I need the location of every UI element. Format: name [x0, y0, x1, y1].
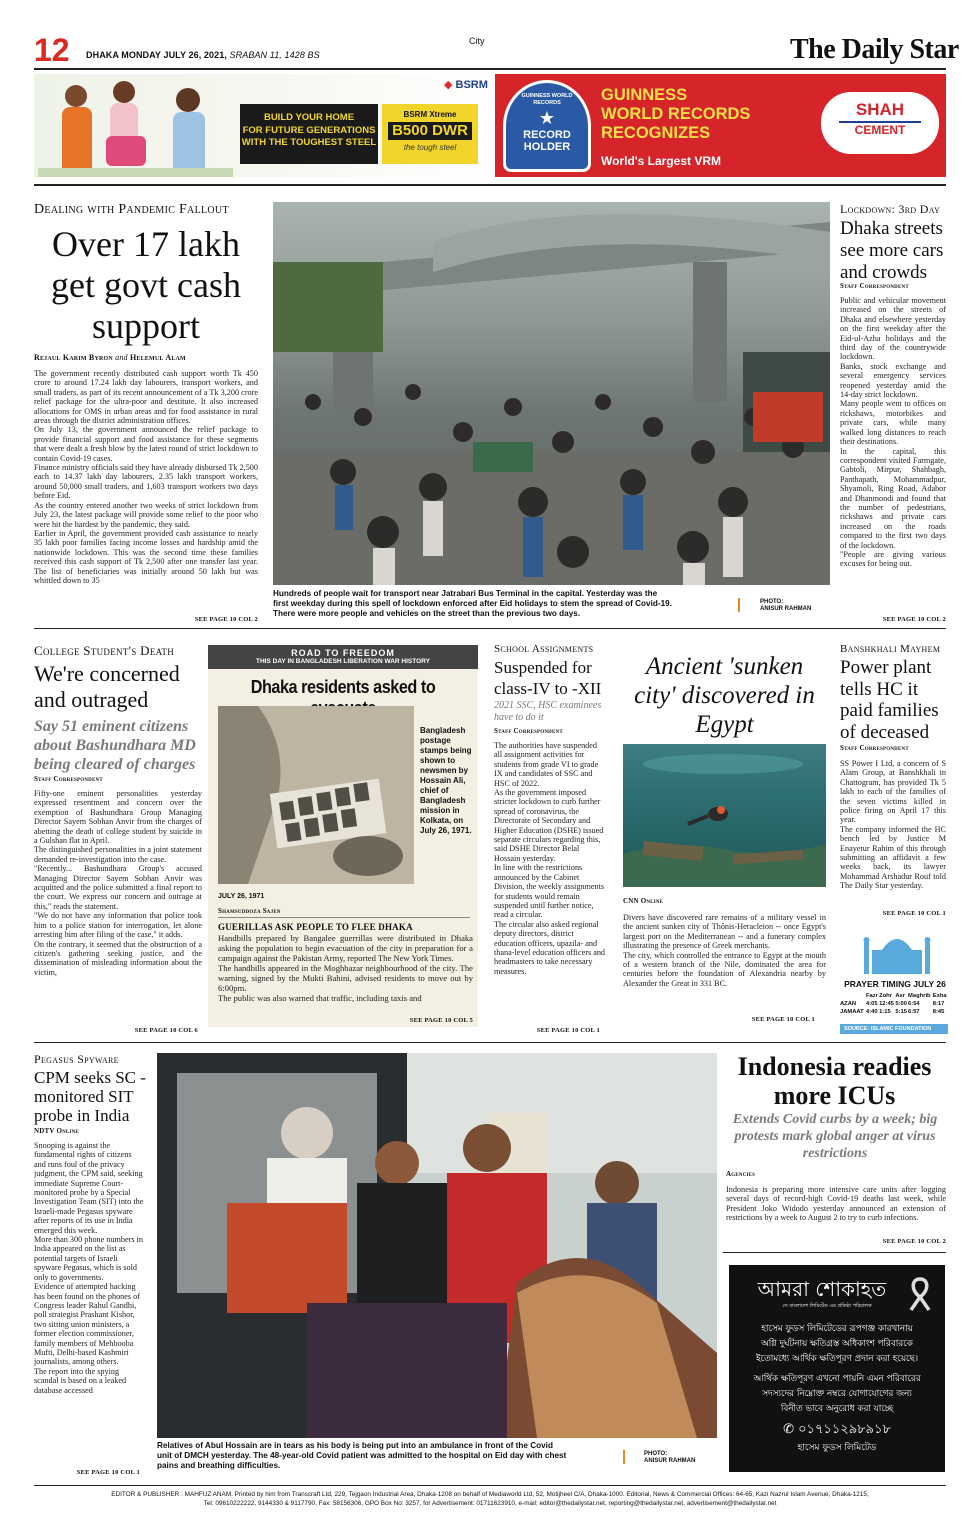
- s6-see-page[interactable]: SEE PAGE 10 COL 1: [751, 1016, 815, 1023]
- s4-date: JULY 26, 1971: [218, 893, 265, 900]
- family-illustration: [38, 78, 233, 177]
- s6-body: Divers have discovered rare remains of a military vessel in the ancient sunken city of Thônis-Heracleion -- once Egypt's largest port on the Mediterranean -- and a funerary complex illustrating the presence of Greek merchants. The city, which controlled the entrance to Egypt at the mouth of a western branch of the Nile, dominated the area for centuries before the foundation of Alexandria nearby by Alexander the Great in 331 BC.: [623, 913, 826, 988]
- obit-line5: সদস্যদের নিম্নোক্ত নম্বরে যোগাযোগের জন্য: [762, 1389, 912, 1399]
- obit-line4: আর্থিক ক্ষতিপূরণ এখনো পায়নি এমন পরিবারের: [753, 1374, 921, 1384]
- date: DHAKA MONDAY JULY 26, 2021,: [86, 50, 227, 60]
- ambulance-photo: [157, 1053, 717, 1438]
- s9-headline[interactable]: Indonesia readies more ICUs: [737, 1052, 932, 1110]
- s2-kicker: Lockdown: 3rd Day: [840, 202, 941, 216]
- imprint: [34, 1490, 946, 1508]
- lead-photo-jatrabari: [273, 202, 830, 585]
- s8-kicker: Pegasus Spyware: [34, 1052, 119, 1066]
- prayer-table: Fazr Zohr Asr Maghrib Esha AZAN 4:05 12:45 5:00 6:54 8:17 JAMAAT 4:40 1:15 5:15 6:57 8:45: [840, 993, 947, 1015]
- s5-body: The authorities have suspended all assignment activities for students from grade VI to grade IX and candidates of SSC and HSC of 2022. As the government imposed stricter lockdown to curb further spread of coronavirus, the Directorate of Secondary and Higher Education (DSHE) issued separate circulars regarding this, said DSHE Director Belal Hossain yesterday. In line with the restrictions announced by the Cabinet Division, the weekly assignments for students would remain suspended until further notice, read a circular. The circular also asked regional deputy directors, district education officers, upazila- and thana-level education officers and headmasters to take necessary measures.: [494, 741, 606, 976]
- guinness-badge: GUINNESS WORLD RECORDS ★ RECORD HOLDER: [503, 80, 591, 172]
- imprint-line2: Tel: 09610222222, 9144330 & 9117790, Fax: 58156306, GPO Box No: 3257, for Advertisement: 01711623910, e-mail: editor@thedailystar.net, reporting@thedailystar.net, advertisement@thedailystar.net: [203, 1500, 777, 1507]
- rtf-archive-photo: [218, 706, 414, 884]
- obit-line3: ইতোমধ্যে আর্থিক ক্ষতিপূরণ প্রদান করা হয়েছে।: [755, 1354, 919, 1364]
- s3-kicker: College Student's Death: [34, 643, 175, 658]
- rtf-photo-caption: Bangladesh postage stamps being shown to newsmen by Hossain Ali, chief of Bangladesh mission in Kolkata, on July 26, 1971.: [420, 726, 472, 835]
- s3-body: Fifty-one eminent personalities yesterday expressed resentment and concern over the exemption of Bashundhara Group Managing Director Sayem Sobhan Anvir from the charges of abetting the death of college student by suicide in a Gulshan flat in April. The distinguished personalities in a joint statement demanded re-investigation into the case. "Recently... Bashundhara Group's accused Managing Director Sayem Sobhan Anvir was acquitted and the police submitted a final report to the court. We express our concern and outrage at this," reads the statement. "We do not have any information that police took him to a police station for interrogation, let alone arresting him after filing of the case," it adds. On the contrary, it seemed that the obstruction of a citizen's gathering seeking justice, and the dissemination of misleading information about the victim,: [34, 789, 202, 977]
- s4-body: Handbills prepared by Bangalee guerrillas were distributed in Dhaka asking the population to begin evacuation of the city in preparation for a campaign against the Pakistan Army, reported The New York Times. The handbills appeared in the Moghbazar neighbourhood of the city. The warning, signed by the Mukti Bahini, advised residents to move out by 6:00pm. The public was also warned that traffic, including taxis and: [218, 933, 473, 1003]
- s5-subheadline: 2021 SSC, HSC examinees have to do it: [494, 700, 602, 723]
- s3-byline: Staff Correspondent: [34, 775, 103, 783]
- imprint-line1: EDITOR & PUBLISHER : MAHFUZ ANAM. Printed by him from Transcraft Ltd, 229, Tejgaon Industrial Area, Dhaka-1208 on behalf of Mediaworld Ltd, 52, Motijheel C/A, Dhaka-1000. Editorial, News & Commercial Offices: 64-65, Kazi Nazrul Islam Avenue, Dhaka-1215,: [111, 1491, 869, 1498]
- photo2-caption: Relatives of Abul Hossain are in tears as his body is being put into an ambulance in front of the Covid unit of DMCH yesterday. The 48-year-old Covid patient was admitted to the hospital on Eid day with chest pains and breathing difficulties.: [157, 1441, 567, 1471]
- s8-byline: NDTV Online: [34, 1127, 79, 1135]
- s5-byline: Staff Correspondent: [494, 727, 563, 735]
- bsrm-tagline: BUILD YOUR HOME FOR FUTURE GENERATIONS WITH THE TOUGHEST STEEL: [240, 104, 378, 164]
- s7-kicker: Banshkhali Mayhem: [840, 643, 941, 655]
- obit-line1: হাসেম ফুডস লিমিটেডের রূপগঞ্জ কারখানায়: [761, 1324, 913, 1334]
- s4-see-page[interactable]: SEE PAGE 10 COL 5: [409, 1017, 473, 1024]
- shah-cement-ad[interactable]: [495, 74, 946, 177]
- photo2-credit: PHOTO: ANISUR RAHMAN: [644, 1451, 696, 1464]
- obit-company: হাসেম ফুডস লিমিটেড: [797, 1443, 877, 1453]
- s9-subheadline: Extends Covid curbs by a week; big protests mark global anger at virus restrictions: [732, 1112, 938, 1161]
- s8-see-page[interactable]: SEE PAGE 10 COL 1: [76, 1469, 140, 1476]
- condolence-ad: [729, 1265, 945, 1472]
- obit-phone: ✆ ০১৭১১২৯৮৯১৮: [783, 1422, 891, 1437]
- bsrm-product: BSRM Xtreme B500 DWR the tough steel: [382, 104, 478, 164]
- photo1-credit: PHOTO: ANISUR RAHMAN: [760, 599, 812, 612]
- s1-headline[interactable]: Over 17 lakh get govt cash support: [51, 224, 241, 346]
- s6-byline: CNN Online: [623, 897, 664, 905]
- s6-headline[interactable]: Ancient 'sunken city' discovered in Egypt: [634, 653, 815, 738]
- s4-headline[interactable]: Dhaka residents asked to: [250, 677, 436, 697]
- black-ribbon-icon: [907, 1277, 933, 1311]
- obit-subtitle: সে বাংলাদেশ লিমিটেড এর প্রতিষ্ঠা পরিচালক: [782, 1303, 872, 1309]
- s2-byline: Staff Correspondent: [840, 282, 909, 290]
- sunken-city-photo: [623, 744, 826, 887]
- s3-see-page[interactable]: SEE PAGE 10 COL 6: [134, 1027, 198, 1034]
- rtf-banner: ROAD TO FREEDOM THIS DAY IN BANGLADESH LIBERATION WAR HISTORY: [208, 645, 478, 669]
- s5-kicker: School Assignments: [494, 643, 594, 655]
- phone-icon: ✆: [783, 1422, 799, 1437]
- mosque-icon: [862, 928, 932, 974]
- s8-body: Snooping is against the fundamental rights of citizens and runs foul of the privacy judgment, the CPM said, seeking immediate Supreme Court-monitored probe by a Special Investigation Team (SIT) into the Israeli-made Pegasus spyware after reports of its use in India emerged this week. More than 300 phone numbers in India appeared on the list as potential targets of Israeli spyware Pegasus, which is sold only to governments. Evidence of attempted hacking has been found on the phones of Congress leader Rahul Gandhi, poll strategist Prashant Kishor, two sitting union ministers, a former election commissioner, family members of Mehbooba Mufti, Delhi-based Kashmiri journalists, among others. The report into the spying scandal is based on a leaked database accessed: [34, 1141, 144, 1395]
- page-number: 12: [34, 32, 70, 68]
- s4-subhead: GUERILLAS ASK PEOPLE TO FLEE DHAKA: [218, 922, 413, 932]
- s3-headline[interactable]: We're concerned and outraged: [34, 661, 180, 712]
- s4-byline: Shamsuddoza Sajen: [218, 907, 281, 915]
- s9-body: Indonesia is preparing more intensive care units after logging several days of record-high Covid-19 deaths last week, while President Joko Widodo yesterday announced an extension of restrictions by a week to August 2 to try to curb infections.: [726, 1185, 946, 1223]
- obit-title: আমরা শোকাহত: [757, 1277, 887, 1301]
- bsrm-logo: ◆ BSRM: [444, 79, 488, 91]
- s2-see-page[interactable]: SEE PAGE 10 COL 2: [882, 616, 946, 623]
- shah-headline: GUINNESS WORLD RECORDS RECOGNIZES: [601, 86, 751, 142]
- s5-see-page[interactable]: SEE PAGE 10 COL 1: [536, 1027, 600, 1034]
- photo1-caption: Hundreds of people wait for transport near Jatrabari Bus Terminal in the capital. Yesterday was the first weekday during this spell of lockdown enforced after Eid holidays to stem the spread of Covid-19. There were more people and vehicles on the street than the previous two days.: [273, 589, 672, 619]
- s2-body: Public and vehicular movement increased on the streets of Dhaka and elsewhere yesterday on the first weekday after the Eid-ul-Azha holidays and the third day of the countrywide lockdown. Banks, stock exchange and several emergency services reopened yesterday amid the 14-day strict lockdown. Many people went to offices on rickshaws, motorbikes and private cars, while many walked long distances to reach their destinations. In the capital, this correspondent visited Farmgate, Gabtoli, Mirpur, Shahbagh, Panthapath, Mohammadpur, Shyamoli, Ring Road, Adabor and Dhanmondi and found that the number of pedestrians, rickshaws and private cars increased on the roads compared to the first two days of the lockdown. "People are giving various excuses for being out.: [840, 296, 946, 569]
- s5-headline[interactable]: Suspended for class-IV to -XII: [494, 658, 602, 698]
- s9-byline: Agencies: [726, 1170, 756, 1178]
- masthead: The Daily Star: [790, 34, 959, 65]
- bsrm-ad[interactable]: [34, 74, 492, 177]
- s7-byline: Staff Correspondent: [840, 744, 909, 752]
- section-label: City: [469, 36, 485, 46]
- bangla-date: SRABAN 11, 1428 BS: [229, 50, 320, 60]
- dateline: [86, 50, 320, 60]
- shah-logo: SHAH CEMENT: [821, 92, 939, 154]
- s7-headline[interactable]: Power plant tells HC it paid families of deceased: [840, 657, 939, 743]
- s3-subheadline: Say 51 eminent citizens about Bashundhara MD being cleared of charges: [34, 718, 196, 773]
- s1-byline: Rejaul Karim Byron and Helemul Alam: [34, 353, 186, 362]
- prayer-title: PRAYER TIMING JULY 26: [844, 979, 946, 989]
- prayer-source: SOURCE: ISLAMIC FOUNDATION: [840, 1024, 948, 1034]
- s1-body: The government recently distributed cash support worth Tk 450 crore to around 17.24 lakh day labourers, transport workers, and small traders, as part of its recent announcement of a Tk 3,200 crore relief package for the ultra-poor and destitute. It also increased allocations for OMS in urban areas and for food assistance in rural areas through the district administration offices. On July 13, the government announced the relief package to provide financial support and food assistance for these segments that were dealt a fresh blow by the latest round of strict lockdown to contain Covid-19 cases. Finance ministry officials said they have already disbursed Tk 2,500 each to 14.37 lakh day labourers, 2.35 lakh transport workers, around 50,000 small traders, and 1,603 transport workers two days before Eid. As the country entered another two weeks of strict lockdown from July 23, the latest package will provide some relief to the poor who were hit the hardest by the pandemic, they said. Earlier in April, the government provided cash assistance to nearly 35 lakh poor families facing income losses and hardship amid the nationwide lockdown. This was the second time these families received this cash support of Tk 2,500 after one transfer last year. The list of beneficiaries was initially around 50 lakh but was whittled down to 35: [34, 369, 258, 585]
- s2-headline[interactable]: Dhaka streets see more cars and crowds: [840, 218, 944, 283]
- obit-line2: অগ্নি দুর্ঘটনায় ক্ষতিগ্রস্ত অধিকাংশ পরিবারকে: [761, 1339, 913, 1349]
- s1-kicker: Dealing with Pandemic Fallout: [34, 202, 229, 217]
- s7-see-page[interactable]: SEE PAGE 10 COL 1: [882, 910, 946, 917]
- s1-see-page[interactable]: SEE PAGE 10 COL 2: [194, 616, 258, 623]
- s9-see-page[interactable]: SEE PAGE 10 COL 2: [882, 1238, 946, 1245]
- obit-line6: বিনীত ভাবে অনুরোধ করা যাচ্ছে: [780, 1404, 894, 1414]
- s7-body: SS Power I Ltd, a concern of S Alam Group, at Banshkhali in Chattogram, has provided Tk 5 lakh to each of the families of the seven victims killed in police firing on April 17 this year. The company informed the HC bench led by Justice M Enayetur Rahim of this through submitting an affidavit a few weeks back, its lawyer Mohammad Arshadur Rouf told The Daily Star yesterday.: [840, 759, 946, 891]
- s8-headline[interactable]: CPM seeks SC -monitored SIT probe in India: [34, 1068, 146, 1125]
- shah-sub: World's Largest VRM: [601, 154, 721, 168]
